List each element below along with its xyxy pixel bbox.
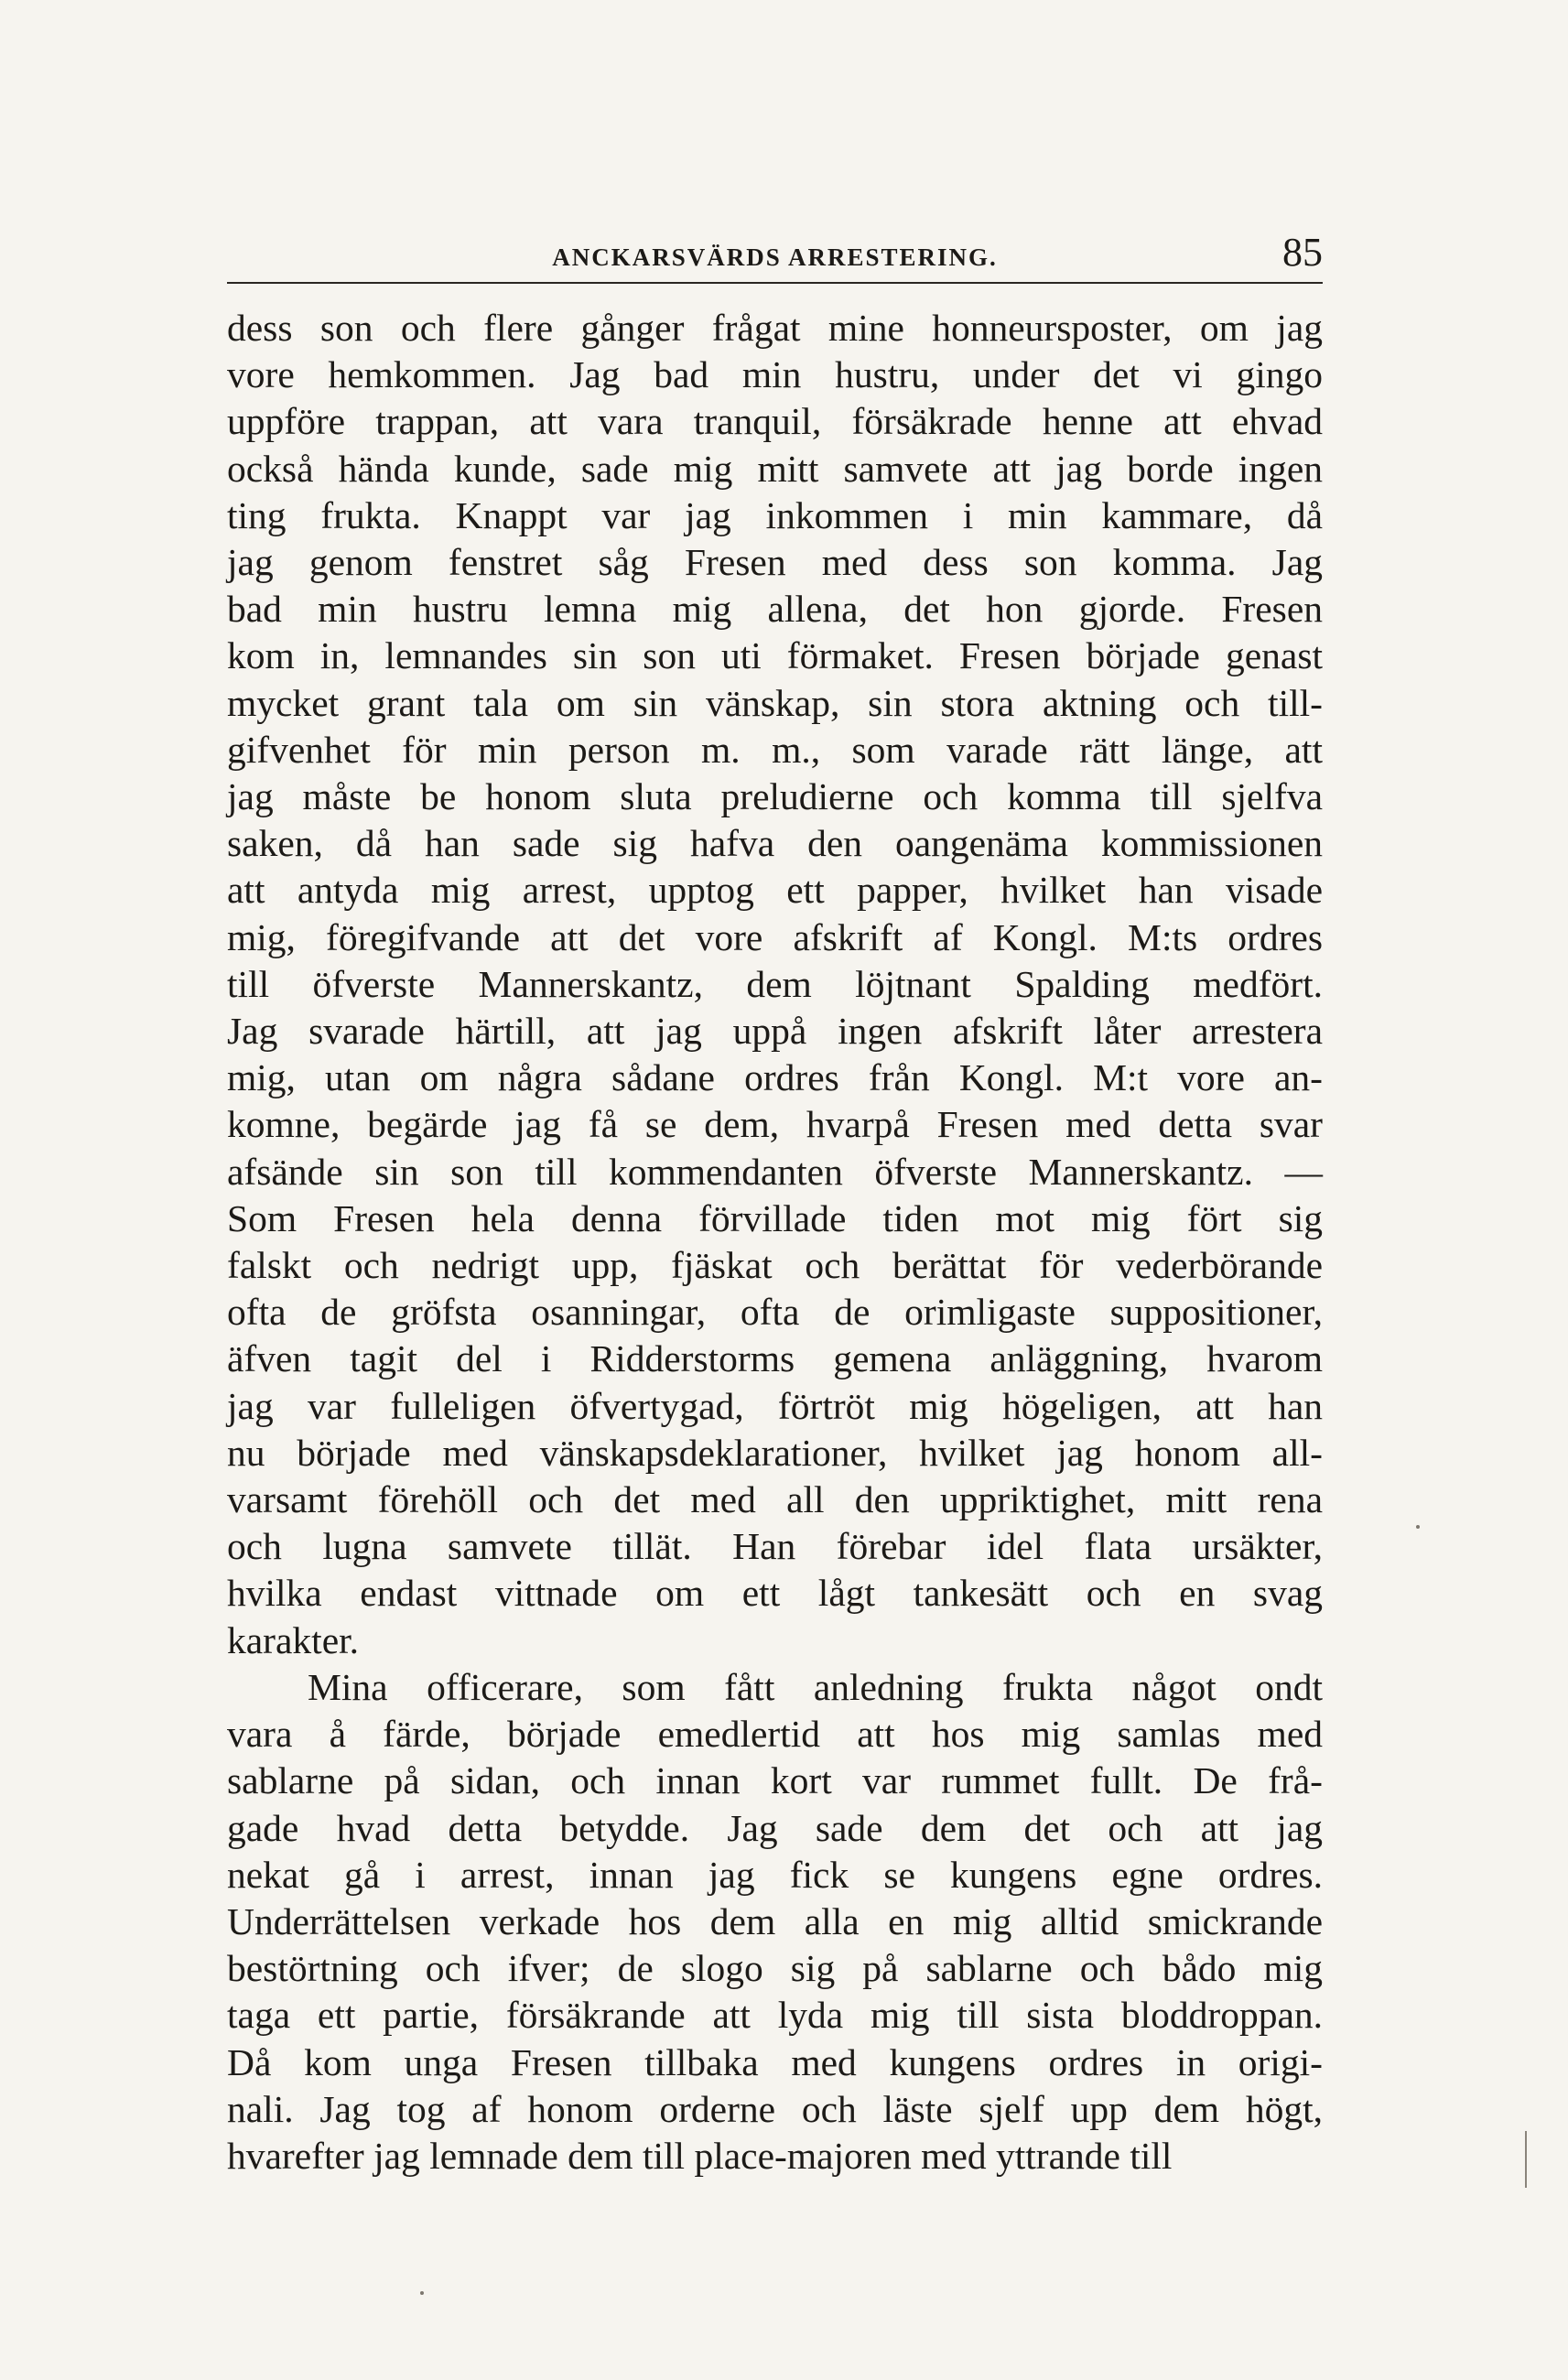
text-line: mig, föregifvande att det vore afskrift af Kongl. M:ts ordres (227, 915, 1323, 958)
running-head: ANCKARSVÄRDS ARRESTERING. (552, 243, 998, 271)
text-line: nu började med vänskapsdeklarationer, hvilket jag honom all- (227, 1431, 1323, 1474)
text-line: att antyda mig arrest, upptog ett papper, hvilket han visade (227, 869, 1323, 912)
text-line: ting frukta. Knappt var jag inkommen i min kammare, då (227, 493, 1323, 536)
paragraph (227, 1664, 1323, 2180)
text-line: och lugna samvete tillät. Han förebar idel flata ursäkter, (227, 1525, 1323, 1568)
text-line: varsamt förehöll och det med all den uppriktighet, mitt rena (227, 1478, 1323, 1521)
text-line: Som Fresen hela denna förvillade tiden mot mig fört sig (227, 1196, 1323, 1239)
stray-mark (1416, 1525, 1420, 1529)
text-line: bad min hustru lemna mig allena, det hon gjorde. Fresen (227, 588, 1323, 631)
text-line: mycket grant tala om sin vänskap, sin stora aktning och till- (227, 681, 1323, 724)
text-line: jag var fulleligen öfvertygad, förtröt mig högeligen, att han (227, 1384, 1323, 1427)
stray-mark (420, 2291, 424, 2295)
text-line: Underrättelsen verkade hos dem alla en mig alltid smickrande (227, 1899, 1323, 1942)
text-line: också hända kunde, sade mig mitt samvete att jag borde ingen (227, 447, 1323, 490)
text-line: afsände sin son till kommendanten öfverste Mannerskantz. — (227, 1150, 1323, 1193)
text-line: taga ett partie, försäkrande att lyda mig till sista bloddroppan. (227, 1994, 1323, 2037)
page-number: 85 (1282, 230, 1323, 275)
text-line: dess son och flere gånger frågat mine honneursposter, om jag (227, 307, 1323, 349)
page-header (227, 220, 1323, 284)
text-line: äfven tagit del i Ridderstorms gemena anläggning, hvarom (227, 1337, 1323, 1380)
text-line: ofta de gröfsta osanningar, ofta de orimligaste suppositioner, (227, 1291, 1323, 1334)
text-line: Då kom unga Fresen tillbaka med kungens ordres in origi- (227, 2040, 1323, 2083)
body-text (227, 305, 1323, 2180)
text-line: vore hemkommen. Jag bad min hustru, under det vi gingo (227, 353, 1323, 396)
text-line: falskt och nedrigt upp, fjäskat och berättat för vederbörande (227, 1244, 1323, 1287)
text-line: nali. Jag tog af honom orderne och läste sjelf upp dem högt, (227, 2087, 1323, 2130)
text-line: vara å färde, började emedlertid att hos mig samlas med (227, 1713, 1323, 1756)
text-line: mig, utan om några sådane ordres från Kongl. M:t vore an- (227, 1056, 1323, 1099)
text-line: gifvenhet för min person m. m., som varade rätt länge, att (227, 728, 1323, 771)
text-line: hvilka endast vittnade om ett lågt tankesätt och en svag (227, 1572, 1323, 1615)
text-line: komne, begärde jag få se dem, hvarpå Fresen med detta svar (227, 1103, 1323, 1146)
text-line: hvarefter jag lemnade dem till place-majoren med yttrande till (227, 2134, 1173, 2177)
text-line: nekat gå i arrest, innan jag fick se kungens egne ordres. (227, 1853, 1323, 1896)
margin-mark (1525, 2131, 1527, 2188)
text-line: Jag svarade härtill, att jag uppå ingen afskrift låter arrestera (227, 1010, 1323, 1053)
text-line: kom in, lemnandes sin son uti förmaket. Fresen började genast (227, 634, 1323, 677)
paragraph (227, 305, 1323, 1664)
header-rule (227, 282, 1323, 284)
text-line: bestörtning och ifver; de slogo sig på sablarne och bådo mig (227, 1947, 1323, 1990)
text-line: uppföre trappan, att vara tranquil, försäkrade henne att ehvad (227, 400, 1323, 443)
text-line: saken, då han sade sig hafva den oangenäma kommissionen (227, 822, 1323, 865)
text-line: gade hvad detta betydde. Jag sade dem det och att jag (227, 1806, 1323, 1849)
text-line: jag genom fenstret såg Fresen med dess son komma. Jag (227, 541, 1323, 584)
text-line: karakter. (227, 1618, 360, 1661)
text-line: jag måste be honom sluta preludierne och komma till sjelfva (227, 775, 1323, 818)
text-line: sablarne på sidan, och innan kort var rummet fullt. De frå- (227, 1759, 1323, 1802)
text-line: till öfverste Mannerskantz, dem löjtnant Spalding medfört. (227, 962, 1323, 1005)
text-line: Mina officerare, som fått anledning frukta något ondt (308, 1665, 1323, 1708)
